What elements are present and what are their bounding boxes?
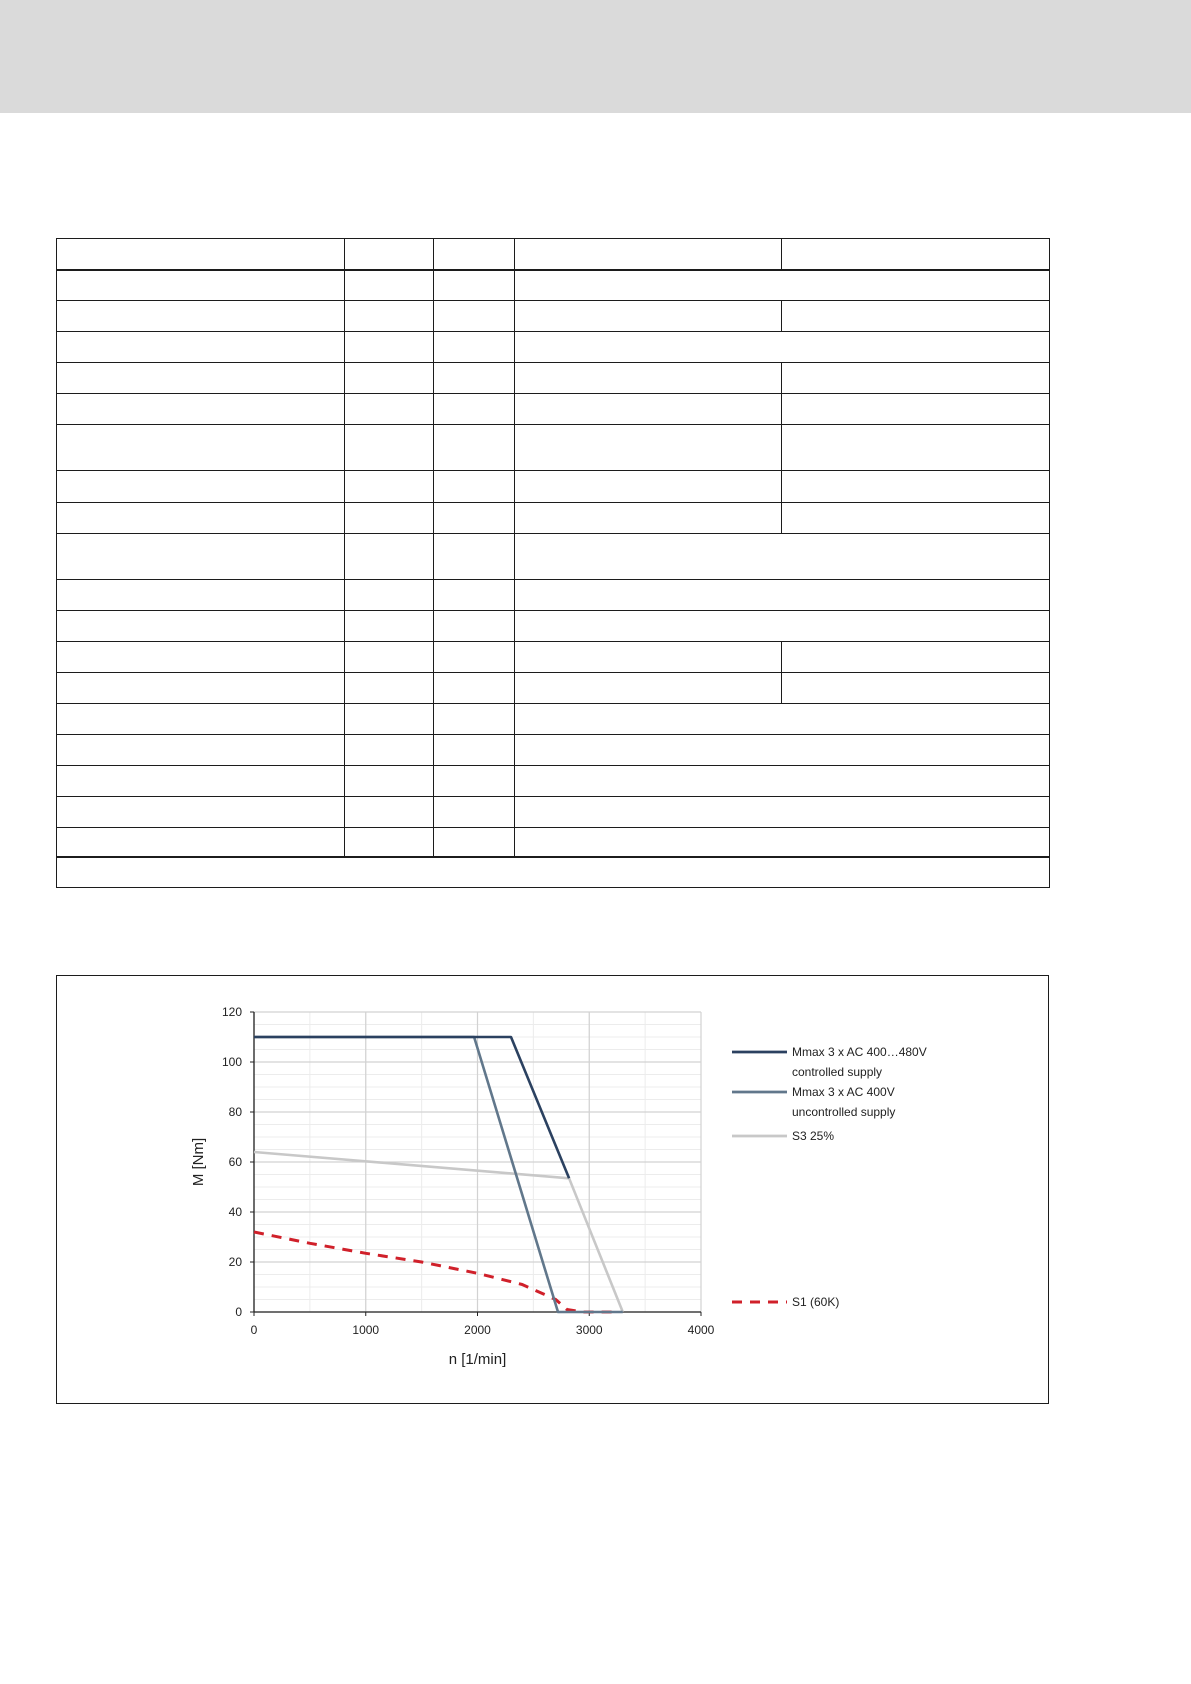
table-row [57,642,1050,673]
table-cell [57,673,345,704]
table-cell [345,642,434,673]
table-cell [515,704,1050,735]
table-cell [515,239,782,270]
table-cell [515,673,782,704]
table-cell [57,857,1050,888]
chart-frame [56,975,1049,1404]
table-cell [782,363,1050,394]
legend-label: Mmax 3 x AC 400…480V [792,1045,927,1059]
table-cell [434,301,515,332]
table-row [57,735,1050,766]
table-cell [515,503,782,534]
table-cell [57,766,345,797]
table-cell [515,332,1050,363]
table-cell [345,534,434,580]
table-cell [434,828,515,857]
table-cell [782,503,1050,534]
x-tick-label: 0 [250,1323,258,1337]
table-cell [434,425,515,471]
table-cell [345,394,434,425]
table-cell [434,611,515,642]
page-header-band [0,0,1191,113]
table-cell [434,394,515,425]
table-cell [345,270,434,301]
table-cell [515,797,1050,828]
y-tick-label: 60 [228,1155,242,1169]
table-cell [345,471,434,503]
table-cell [57,301,345,332]
grid-major [254,1012,701,1312]
table-cell [345,332,434,363]
table-cell [515,471,782,503]
table-cell [434,534,515,580]
spec-table [56,238,1050,888]
table-cell [434,642,515,673]
legend-label-line2: uncontrolled supply [792,1105,896,1119]
table-cell [515,735,1050,766]
table-row [57,673,1050,704]
table-cell [515,363,782,394]
table-row [57,471,1050,503]
table-row [57,270,1050,301]
y-tick-label: 40 [228,1205,242,1219]
table-cell [782,394,1050,425]
x-tick-label: 4000 [687,1323,715,1337]
table-row [57,301,1050,332]
table-cell [57,704,345,735]
legend-label-line2: controlled supply [792,1065,883,1079]
table-cell [515,425,782,471]
table-cell [57,363,345,394]
y-tick-label: 100 [221,1055,242,1069]
table-cell [345,611,434,642]
table-cell [434,503,515,534]
table-cell [434,766,515,797]
table-cell [345,580,434,611]
table-cell [434,735,515,766]
table-cell [345,673,434,704]
table-cell [57,503,345,534]
table-row [57,503,1050,534]
table-cell [345,766,434,797]
torque-speed-chart [57,976,1048,1403]
axes [250,1012,701,1316]
table-cell [782,471,1050,503]
table-cell [434,471,515,503]
table-cell [345,301,434,332]
table-row [57,580,1050,611]
table-row [57,425,1050,471]
x-tick-label: 3000 [575,1323,603,1337]
table-cell [515,642,782,673]
table-cell [57,580,345,611]
table-cell [782,239,1050,270]
table-cell [782,642,1050,673]
table-row [57,766,1050,797]
table-cell [345,239,434,270]
table-cell [515,828,1050,857]
table-cell [57,828,345,857]
y-tick-label: 80 [228,1105,242,1119]
table-cell [57,735,345,766]
table-cell [57,534,345,580]
table-cell [57,642,345,673]
x-tick-label: 1000 [352,1323,380,1337]
legend [732,1045,927,1309]
table-cell [434,673,515,704]
table-cell [434,704,515,735]
table-cell [345,828,434,857]
table-cell [515,766,1050,797]
table-cell [57,332,345,363]
table-cell [57,797,345,828]
table-row [57,534,1050,580]
table-cell [57,471,345,503]
table-row [57,394,1050,425]
table-cell [434,332,515,363]
table-cell [515,394,782,425]
y-tick-label: 0 [235,1305,242,1319]
table-row [57,332,1050,363]
table-cell [782,425,1050,471]
table-cell [434,363,515,394]
table-row [57,704,1050,735]
table-cell [345,735,434,766]
table-row [57,857,1050,888]
table-cell [57,611,345,642]
table-cell [434,270,515,301]
table-row [57,828,1050,857]
table-row [57,797,1050,828]
table-cell [345,363,434,394]
table-row [57,363,1050,394]
table-cell [515,580,1050,611]
table-cell [345,503,434,534]
legend-label: S3 25% [792,1129,835,1143]
table-cell [57,425,345,471]
table-cell [57,270,345,301]
table-cell [345,797,434,828]
table-cell [515,270,1050,301]
table-cell [515,611,1050,642]
x-tick-label: 2000 [464,1323,491,1337]
table-cell [434,797,515,828]
table-cell [434,580,515,611]
legend-label: Mmax 3 x AC 400V [792,1085,895,1099]
legend-label: S1 (60K) [792,1295,840,1309]
table-cell [345,425,434,471]
table-cell [782,301,1050,332]
table-cell [515,301,782,332]
table-header-row [57,239,1050,270]
table-cell [515,534,1050,580]
table-row [57,611,1050,642]
table-cell [782,673,1050,704]
table-cell [345,704,434,735]
y-axis-label: M [Nm] [190,1137,207,1187]
table-cell [57,394,345,425]
table-cell [434,239,515,270]
y-tick-label: 20 [228,1255,242,1269]
x-axis-label: n [1/min] [448,1351,507,1368]
y-tick-label: 120 [221,1005,242,1019]
table-cell [57,239,345,270]
